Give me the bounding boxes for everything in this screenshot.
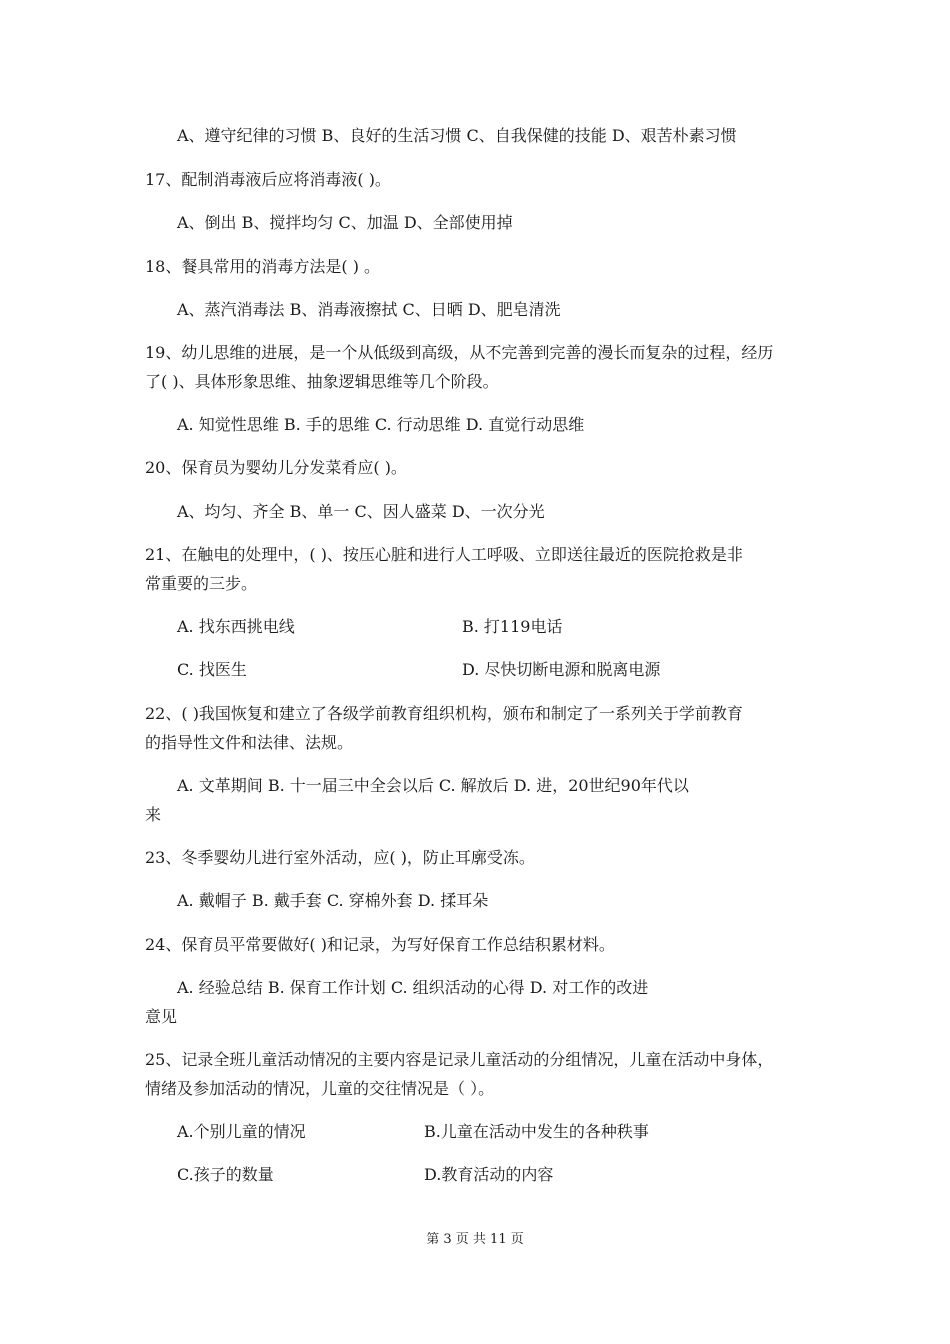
q23-stem: 23、冬季婴幼儿进行室外活动，应( )，防止耳廓受冻。	[145, 848, 535, 867]
q18-options: A、蒸汽消毒法 B、消毒液擦拭 C、日晒 D、肥皂清洗	[177, 300, 561, 319]
q22-stem-line2: 的指导性文件和法律、法规。	[145, 733, 354, 752]
q21-option-a: A. 找东西挑电线	[177, 617, 295, 636]
q21-option-d: D. 尽快切断电源和脱离电源	[462, 660, 661, 679]
q25-option-b: B.儿童在活动中发生的各种秩事	[424, 1122, 649, 1141]
q25-stem-line2: 情绪及参加活动的情况，儿童的交往情况是（ ）。	[145, 1079, 495, 1098]
q17-stem: 17、配制消毒液后应将消毒液( )。	[145, 170, 391, 189]
q24-stem: 24、保育员平常要做好( )和记录，为写好保育工作总结积累材料。	[145, 935, 615, 954]
q21-stem-line1: 21、在触电的处理中，( )、按压心脏和进行人工呼吸、立即送往最近的医院抢救是非	[145, 545, 743, 564]
q24-options-line1: A. 经验总结 B. 保育工作计划 C. 组织活动的心得 D. 对工作的改进	[177, 978, 649, 997]
q20-stem: 20、保育员为婴幼儿分发菜肴应( )。	[145, 458, 407, 477]
q21-stem-line2: 常重要的三步。	[145, 574, 258, 593]
q23-options: A. 戴帽子 B. 戴手套 C. 穿棉外套 D. 揉耳朵	[177, 891, 489, 910]
q25-option-c: C.孩子的数量	[177, 1165, 274, 1184]
q25-option-d: D.教育活动的内容	[424, 1165, 554, 1184]
q22-options-line1: A. 文革期间 B. 十一届三中全会以后 C. 解放后 D. 进，20世纪90年代以	[177, 776, 689, 795]
q17-options: A、倒出 B、搅拌均匀 C、加温 D、全部使用掉	[177, 213, 513, 232]
q25-stem-line1: 25、记录全班儿童活动情况的主要内容是记录儿童活动的分组情况，儿童在活动中身体，	[145, 1050, 774, 1069]
q19-stem-line2: 了( )、具体形象思维、抽象逻辑思维等几个阶段。	[145, 372, 499, 391]
q19-options: A. 知觉性思维 B. 手的思维 C. 行动思维 D. 直觉行动思维	[177, 415, 585, 434]
q19-stem-line1: 19、幼儿思维的进展，是一个从低级到高级，从不完善到完善的漫长而复杂的过程，经历	[145, 343, 774, 362]
q18-stem: 18、餐具常用的消毒方法是( ) 。	[145, 257, 381, 276]
q20-options: A、均匀、齐全 B、单一 C、因人盛菜 D、一次分光	[177, 502, 545, 521]
q21-option-b: B. 打119电话	[462, 617, 563, 636]
q22-options-line2: 来	[145, 805, 162, 824]
q24-options-line2: 意见	[145, 1007, 178, 1026]
q25-option-a: A.个别儿童的情况	[177, 1122, 306, 1141]
q16-options: A、遵守纪律的习惯 B、良好的生活习惯 C、自我保健的技能 D、艰苦朴素习惯	[177, 126, 737, 145]
page-footer: 第 3 页 共 11 页	[426, 1232, 524, 1247]
q21-option-c: C. 找医生	[177, 660, 247, 679]
q22-stem-line1: 22、( )我国恢复和建立了各级学前教育组织机构，颁布和制定了一系列关于学前教育	[145, 704, 743, 723]
